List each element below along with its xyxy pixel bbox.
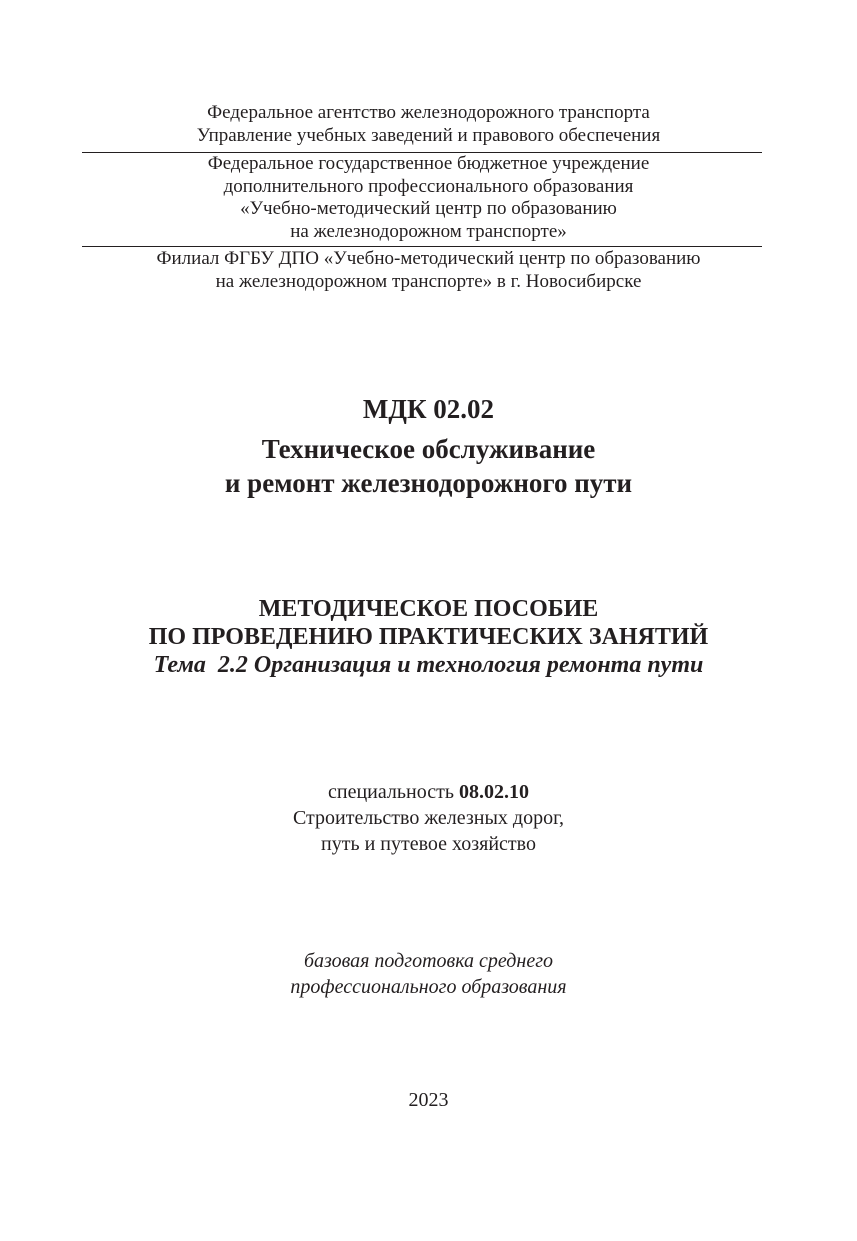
education-level-line: профессионального образования bbox=[290, 976, 567, 998]
institution-line: на железнодорожном транспорте» bbox=[290, 220, 567, 242]
education-level-line: базовая подготовка среднего bbox=[303, 950, 554, 972]
manual-title bbox=[0, 595, 857, 679]
branch-line: Филиал ФГБУ ДПО «Учебно-методический центр по образованию bbox=[156, 248, 701, 269]
agency-line: Управление учебных заведений и правового обеспечения bbox=[196, 124, 661, 146]
course-title-line: Техническое обслуживание bbox=[261, 434, 596, 464]
specialty-label: специальность bbox=[328, 781, 459, 803]
institution-header bbox=[0, 153, 857, 243]
manual-theme: Тема 2.2 Организация и технология ремонта пути bbox=[153, 652, 704, 678]
branch-line: на железнодорожном транспорте» в г. Новосибирске bbox=[215, 270, 642, 292]
education-level bbox=[0, 948, 857, 1000]
manual-title-line: МЕТОДИЧЕСКОЕ ПОСОБИЕ bbox=[258, 596, 599, 622]
specialty-line bbox=[0, 779, 857, 805]
agency-header bbox=[0, 102, 857, 147]
course-title bbox=[0, 432, 857, 500]
specialty-name-line: Строительство железных дорог, bbox=[292, 807, 565, 829]
specialty-block bbox=[0, 779, 857, 857]
specialty-name-line: путь и путевое хозяйство bbox=[321, 833, 536, 855]
header-divider-bottom bbox=[82, 246, 762, 247]
institution-line: дополнительного профессионального образования bbox=[223, 175, 634, 197]
course-code: МДК 02.02 bbox=[362, 394, 495, 424]
manual-title-line: ПО ПРОВЕДЕНИЮ ПРАКТИЧЕСКИХ ЗАНЯТИЙ bbox=[148, 624, 709, 650]
institution-line: «Учебно-методический центр по образованию bbox=[240, 198, 617, 219]
institution-line: Федеральное государственное бюджетное учреждение bbox=[207, 153, 650, 174]
specialty-code: 08.02.10 bbox=[458, 781, 529, 803]
agency-line: Федеральное агентство железнодорожного транспорта bbox=[207, 102, 650, 123]
branch-header bbox=[0, 248, 857, 293]
course-title-line: и ремонт железнодорожного пути bbox=[224, 468, 633, 498]
publication-year: 2023 bbox=[408, 1089, 449, 1111]
